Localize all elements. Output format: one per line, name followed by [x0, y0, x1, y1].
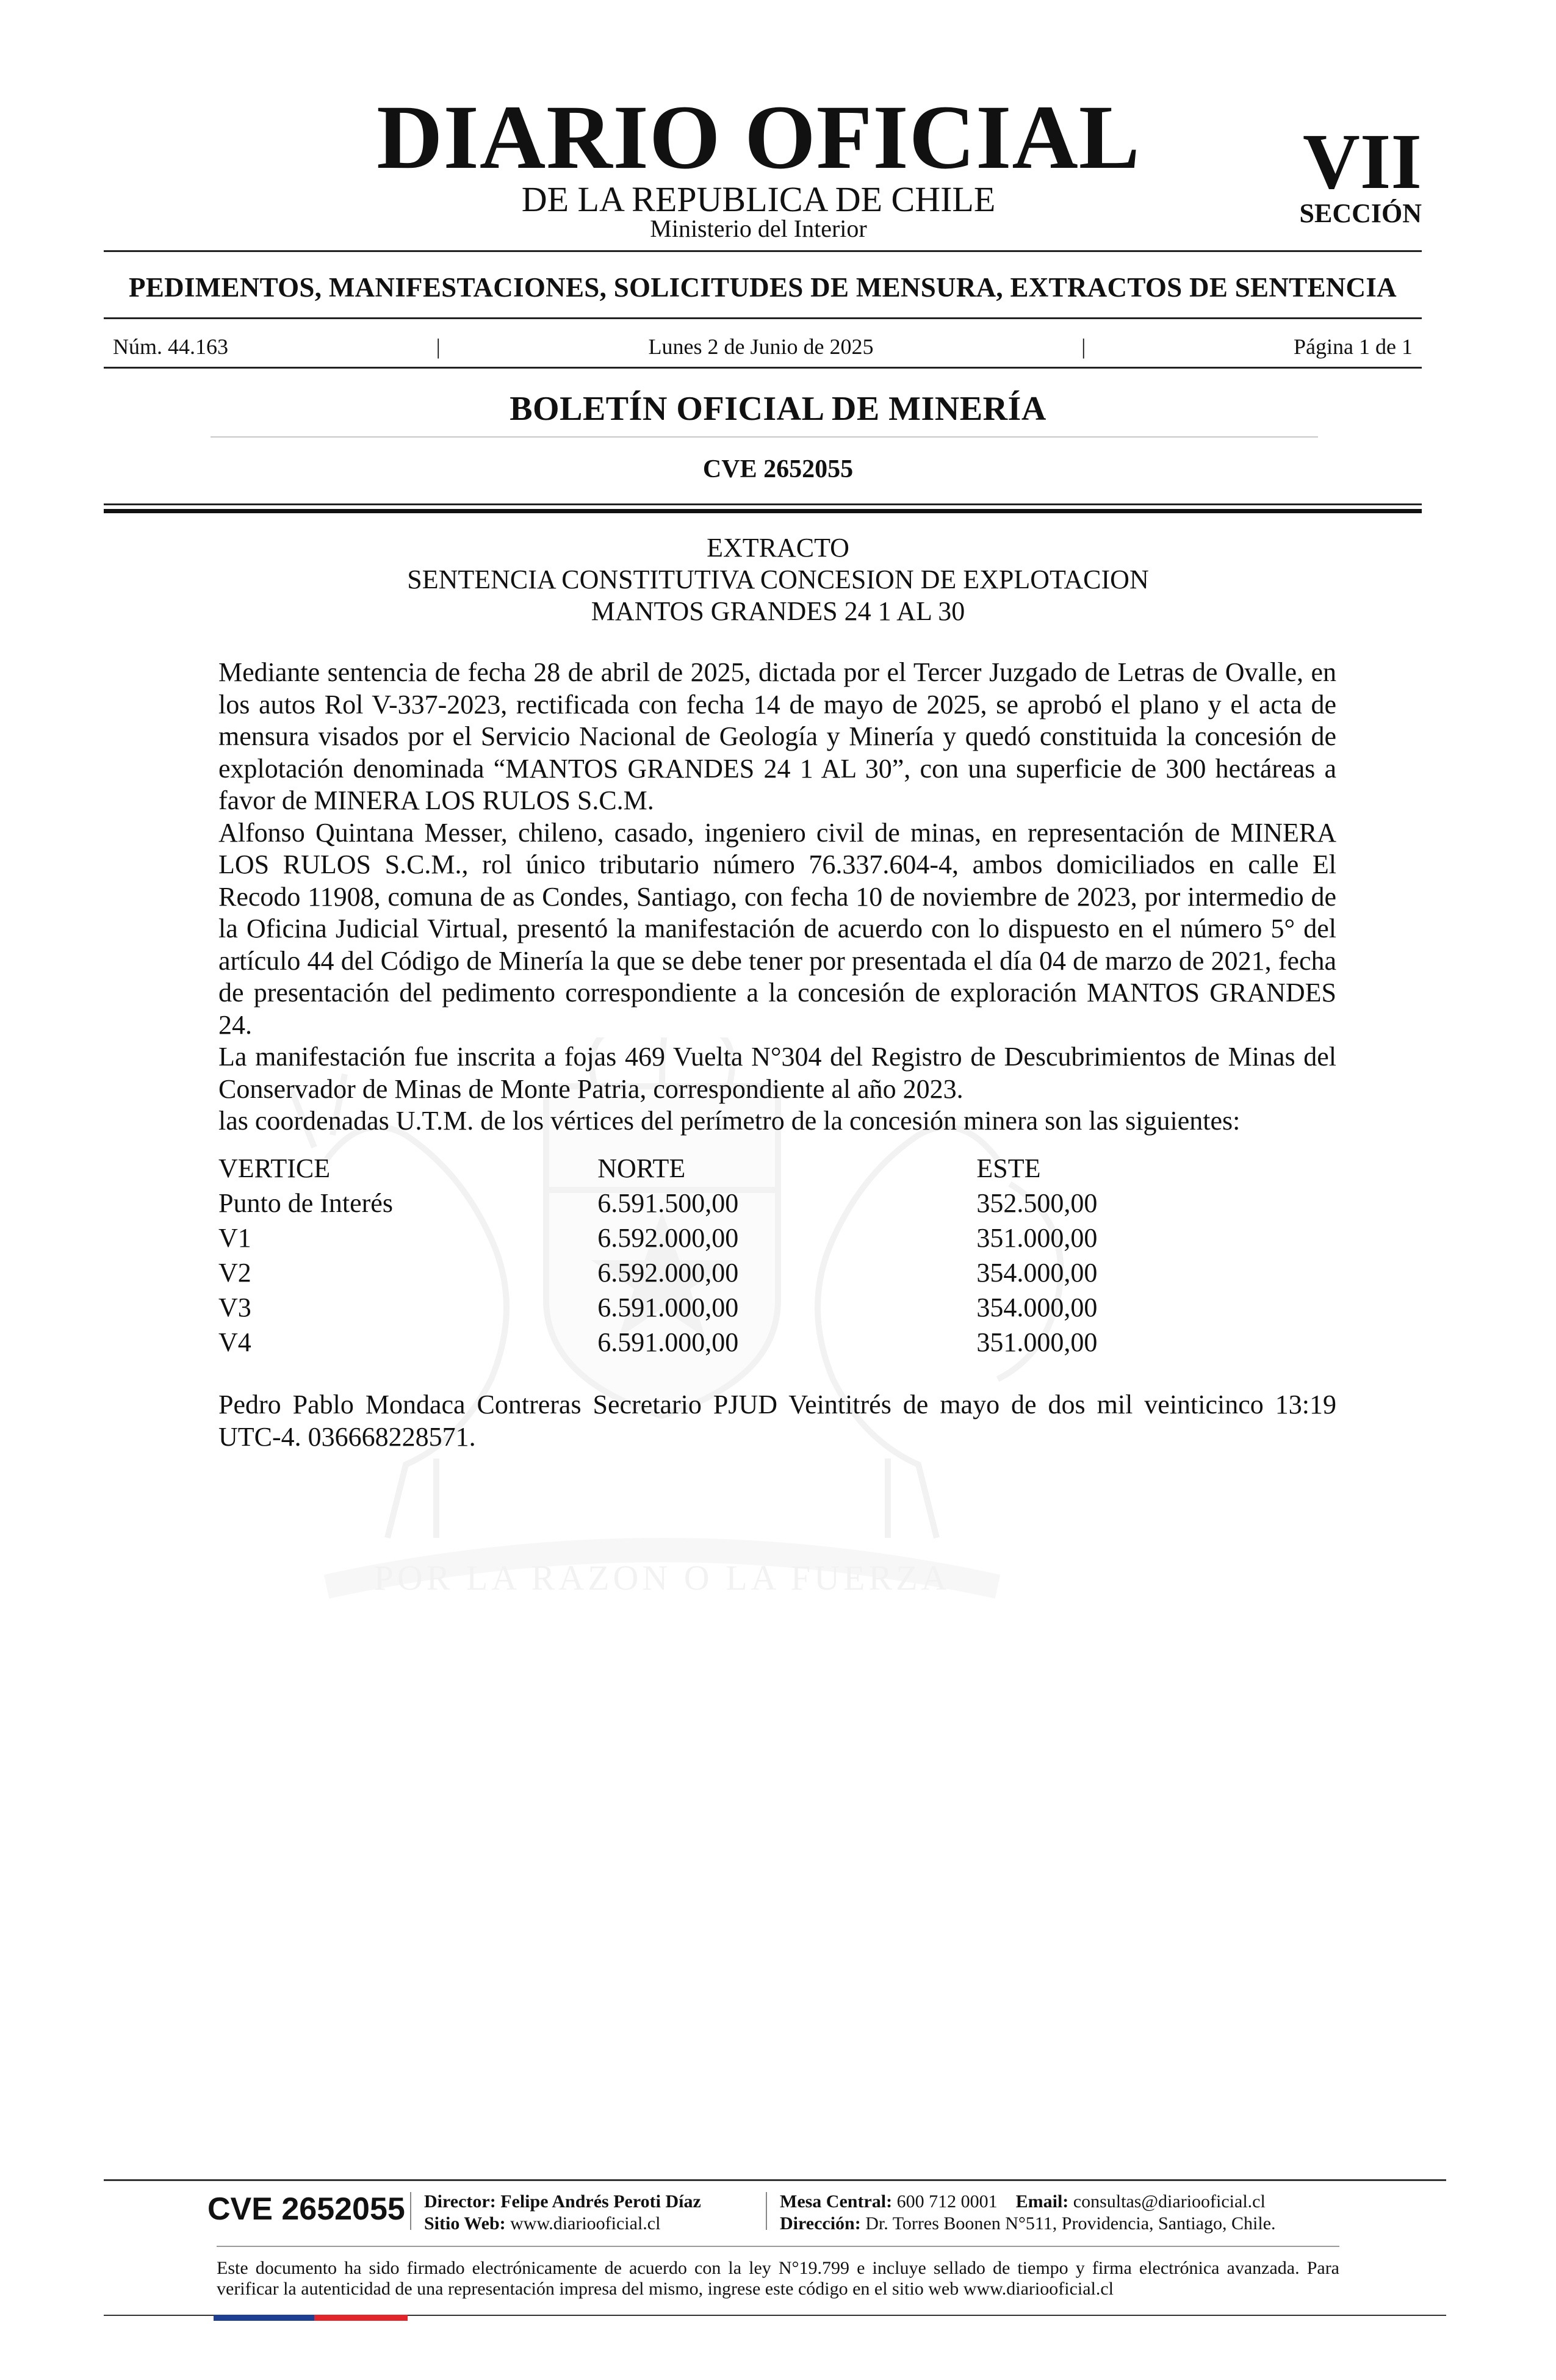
issue-date: Lunes 2 de Junio de 2025 — [648, 334, 874, 359]
north-cell: 6.592.000,00 — [597, 1223, 739, 1253]
masthead-ministry: Ministerio del Interior — [650, 215, 867, 242]
extract-body — [218, 657, 1336, 1138]
extract-subheading: SENTENCIA CONSTITUTIVA CONCESION DE EXPLOTACION — [407, 564, 1149, 594]
table-row — [218, 1290, 1134, 1325]
flag-stripe-blue — [214, 2315, 314, 2321]
east-cell: 351.000,00 — [976, 1327, 1098, 1357]
coordinates-table — [218, 1151, 1134, 1360]
vertex-cell: V4 — [218, 1327, 251, 1357]
table-row — [218, 1186, 1134, 1221]
website-label: Sitio Web: — [424, 2213, 506, 2234]
masthead-title: DIARIO OFICIAL — [376, 87, 1140, 188]
footer-cve-code: CVE 2652055 — [207, 2191, 405, 2227]
divider — [104, 367, 1422, 369]
divider — [104, 317, 1422, 319]
address-label: Dirección: — [780, 2213, 861, 2234]
divider — [211, 436, 1318, 438]
divider — [104, 250, 1422, 252]
north-cell: 6.591.000,00 — [597, 1293, 739, 1322]
vertex-cell: V2 — [218, 1258, 251, 1288]
footer-separator — [410, 2192, 411, 2230]
divider — [104, 503, 1422, 505]
footer-director-block — [424, 2191, 701, 2235]
footer-legal-notice: Este documento ha sido firmado electrónicamente de acuerdo con la ley N°19.799 e incluye sellado de tiempo y firma electrónica avanzada. Para verificar la autenticidad de una representación impresa del mismo, ingrese este código en el sitio web www.diariooficial.cl — [217, 2258, 1339, 2299]
cve-code: CVE 2652055 — [702, 455, 854, 483]
extract-heading: EXTRACTO — [707, 533, 849, 563]
north-cell: 6.591.000,00 — [597, 1327, 739, 1357]
body-paragraph: Alfonso Quintana Messer, chileno, casado, ingeniero civil de minas, en representación de MINERA LOS RULOS S.C.M., rol único tributario número 76.337.604-4, ambos domiciliados en calle El Recodo 11908, comuna de as Condes, Santiago, con fecha 10 de noviembre de 2023, por intermedio de la Oficina Judicial Virtual, presentó la manifestación de acuerdo con lo dispuesto en el número 5° del artículo 44 del Código de Minería la que se debe tener por presentada el día 04 de marzo de 2021, fecha de presentación del pedimento correspondiente a la concesión de exploración MANTOS GRANDES 24. — [218, 817, 1336, 1040]
north-cell: 6.592.000,00 — [597, 1258, 739, 1288]
section-number: VII — [1302, 118, 1422, 206]
table-header — [218, 1151, 1134, 1186]
section-label: SECCIÓN — [1299, 198, 1422, 228]
concession-name: MANTOS GRANDES 24 1 AL 30 — [591, 596, 965, 626]
seal-motto: POR LA RAZON O LA FUERZA — [373, 1558, 951, 1598]
email-label: Email: — [1015, 2191, 1069, 2212]
mesa-label: Mesa Central: — [780, 2191, 893, 2212]
footer-divider-thin — [217, 2246, 1339, 2247]
mesa-phone: 600 712 0001 — [896, 2191, 998, 2212]
address-text: Dr. Torres Boonen N°511, Providencia, Santiago, Chile. — [865, 2213, 1276, 2234]
email-link[interactable]: consultas@diariooficial.cl — [1073, 2191, 1266, 2212]
vertex-cell: Punto de Interés — [218, 1188, 393, 1218]
body-paragraph: La manifestación fue inscrita a fojas 469 Vuelta N°304 del Registro de Descubrimientos de Minas del Conservador de Minas de Monte Patria, correspondiente al año 2023. — [218, 1042, 1336, 1104]
east-cell: 352.500,00 — [976, 1188, 1098, 1218]
issue-info-row — [113, 333, 1413, 361]
footer-contact-block — [780, 2191, 1276, 2235]
column-header: VERTICE — [218, 1153, 331, 1183]
masthead-subtitle: DE LA REPUBLICA DE CHILE — [521, 179, 996, 219]
separator: | — [1081, 334, 1086, 359]
body-paragraph: las coordenadas U.T.M. de los vértices del perímetro de la concesión minera son las siguientes: — [218, 1106, 1241, 1136]
signature-line: Pedro Pablo Mondaca Contreras Secretario PJUD Veintitrés de mayo de dos mil veinticinco 13:19 UTC-4. 036668228571. — [218, 1390, 1336, 1452]
east-cell: 354.000,00 — [976, 1293, 1098, 1322]
category-heading: PEDIMENTOS, MANIFESTACIONES, SOLICITUDES DE MENSURA, EXTRACTOS DE SENTENCIA — [129, 272, 1397, 303]
website-link[interactable]: www.diariooficial.cl — [510, 2213, 661, 2234]
table-row — [218, 1325, 1134, 1360]
bulletin-title: BOLETÍN OFICIAL DE MINERÍA — [510, 390, 1046, 428]
table-row — [218, 1221, 1134, 1255]
flag-stripe-red — [314, 2315, 408, 2321]
vertex-cell: V1 — [218, 1223, 251, 1253]
director-label: Director: — [424, 2191, 496, 2212]
body-paragraph: Mediante sentencia de fecha 28 de abril de 2025, dictada por el Tercer Juzgado de Letras de Ovalle, en los autos Rol V-337-2023, rectificada con fecha 14 de mayo de 2025, se aprobó el plano y el acta de mensura visados por el Servicio Nacional de Geología y Minería y quedó constituida la concesión de explotación denominada “MANTOS GRANDES 24 1 AL 30”, con una superficie de 300 hectáreas a favor de MINERA LOS RULOS S.C.M. — [218, 657, 1336, 815]
east-cell: 354.000,00 — [976, 1258, 1098, 1288]
extract-heading-block — [0, 532, 1556, 627]
page-indicator: Página 1 de 1 — [1294, 334, 1413, 359]
footer-divider — [104, 2179, 1446, 2181]
separator: | — [436, 334, 441, 359]
column-header: NORTE — [597, 1153, 686, 1183]
north-cell: 6.591.500,00 — [597, 1188, 739, 1218]
table-row — [218, 1255, 1134, 1290]
vertex-cell: V3 — [218, 1293, 251, 1322]
divider-thick — [104, 509, 1422, 513]
director-name: Felipe Andrés Peroti Díaz — [500, 2191, 701, 2212]
issue-number: Núm. 44.163 — [113, 334, 228, 359]
east-cell: 351.000,00 — [976, 1223, 1098, 1253]
column-header: ESTE — [976, 1153, 1041, 1183]
footer-separator — [766, 2192, 767, 2230]
